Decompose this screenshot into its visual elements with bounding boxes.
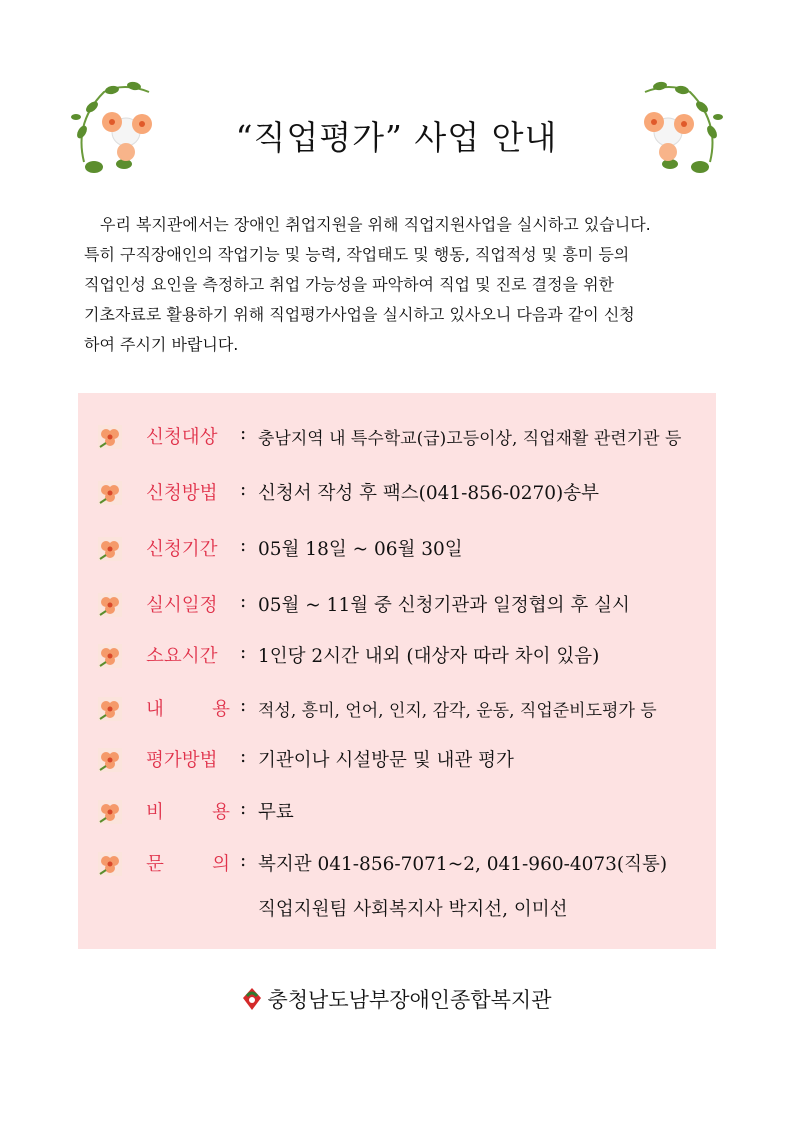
row-value: 1인당 2시간 내외 (대상자 따라 차이 있음)	[258, 646, 600, 667]
intro-line: 특히 구직장애인의 작업기능 및 능력, 작업태도 및 행동, 직업적성 및 흥미 등의	[84, 245, 630, 264]
row-colon: :	[240, 479, 247, 500]
row-value: 충남지역 내 특수학교(급)고등이상, 직업재활 관련기관 등	[258, 429, 682, 449]
row-colon: :	[240, 798, 247, 819]
row-colon: :	[240, 535, 247, 556]
info-row-schedule	[78, 585, 716, 625]
contact-persons: 직업지원팀 사회복지사 박지선, 이미선	[258, 899, 568, 920]
footer	[0, 984, 793, 1014]
flower-bullet-icon	[98, 697, 122, 721]
page-title: “직업평가” 사업 안내	[235, 118, 558, 157]
flower-bullet-icon	[98, 748, 122, 772]
flower-bullet-icon	[98, 593, 122, 617]
flower-bullet-icon	[98, 537, 122, 561]
flower-bullet-icon	[98, 852, 122, 876]
row-label: 소요시간	[146, 646, 218, 667]
info-row-method	[78, 473, 716, 513]
flower-bullet-icon	[98, 800, 122, 824]
row-label: 실시일정	[146, 595, 218, 616]
row-value: 05월 18일 ~ 06월 30일	[258, 539, 463, 560]
info-box	[78, 393, 716, 949]
info-row-cost	[78, 792, 716, 832]
info-row-target	[78, 417, 716, 457]
row-label: 문 의	[146, 854, 230, 875]
row-label: 신청대상	[146, 427, 218, 448]
row-label: 내 용	[146, 699, 230, 720]
row-value: 05월 ~ 11월 중 신청기관과 일정협의 후 실시	[258, 595, 630, 616]
row-colon: :	[240, 591, 247, 612]
row-colon: :	[240, 423, 247, 444]
row-label: 신청방법	[146, 483, 218, 504]
info-row-evaluation	[78, 740, 716, 780]
row-value: 복지관 041-856-7071~2, 041-960-4073(직통)	[258, 854, 668, 875]
row-value: 무료	[258, 802, 294, 823]
intro-paragraph	[84, 210, 712, 360]
intro-line: 하여 주시기 바랍니다.	[84, 335, 239, 354]
row-value: 신청서 작성 후 팩스(041-856-0270)송부	[258, 483, 599, 504]
intro-line: 기초자료로 활용하기 위해 직업평가사업을 실시하고 있사오니 다음과 같이 신청	[84, 305, 635, 324]
info-row-period	[78, 529, 716, 569]
row-colon: :	[240, 850, 247, 871]
info-row-content	[78, 689, 716, 729]
info-row-inquiry	[78, 844, 716, 884]
row-label: 신청기간	[146, 539, 218, 560]
row-value: 기관이나 시설방문 및 내관 평가	[258, 750, 514, 771]
intro-line: 직업인성 요인을 측정하고 취업 가능성을 파악하여 직업 및 진로 결정을 위한	[84, 275, 614, 294]
info-row-duration	[78, 636, 716, 676]
intro-line: 우리 복지관에서는 장애인 취업지원을 위해 직업지원사업을 실시하고 있습니다.	[100, 215, 651, 234]
row-colon: :	[240, 642, 247, 663]
row-label: 비 용	[146, 802, 230, 823]
row-label: 평가방법	[146, 750, 218, 771]
organization-logo-icon	[241, 986, 263, 1012]
flower-bullet-icon	[98, 481, 122, 505]
flower-bullet-icon	[98, 644, 122, 668]
organization-name: 충청남도남부장애인종합복지관	[267, 988, 552, 1012]
flower-bullet-icon	[98, 425, 122, 449]
row-colon: :	[240, 746, 247, 767]
row-colon: :	[240, 695, 247, 716]
row-value: 적성, 흥미, 언어, 인지, 감각, 운동, 직업준비도평가 등	[258, 701, 657, 721]
